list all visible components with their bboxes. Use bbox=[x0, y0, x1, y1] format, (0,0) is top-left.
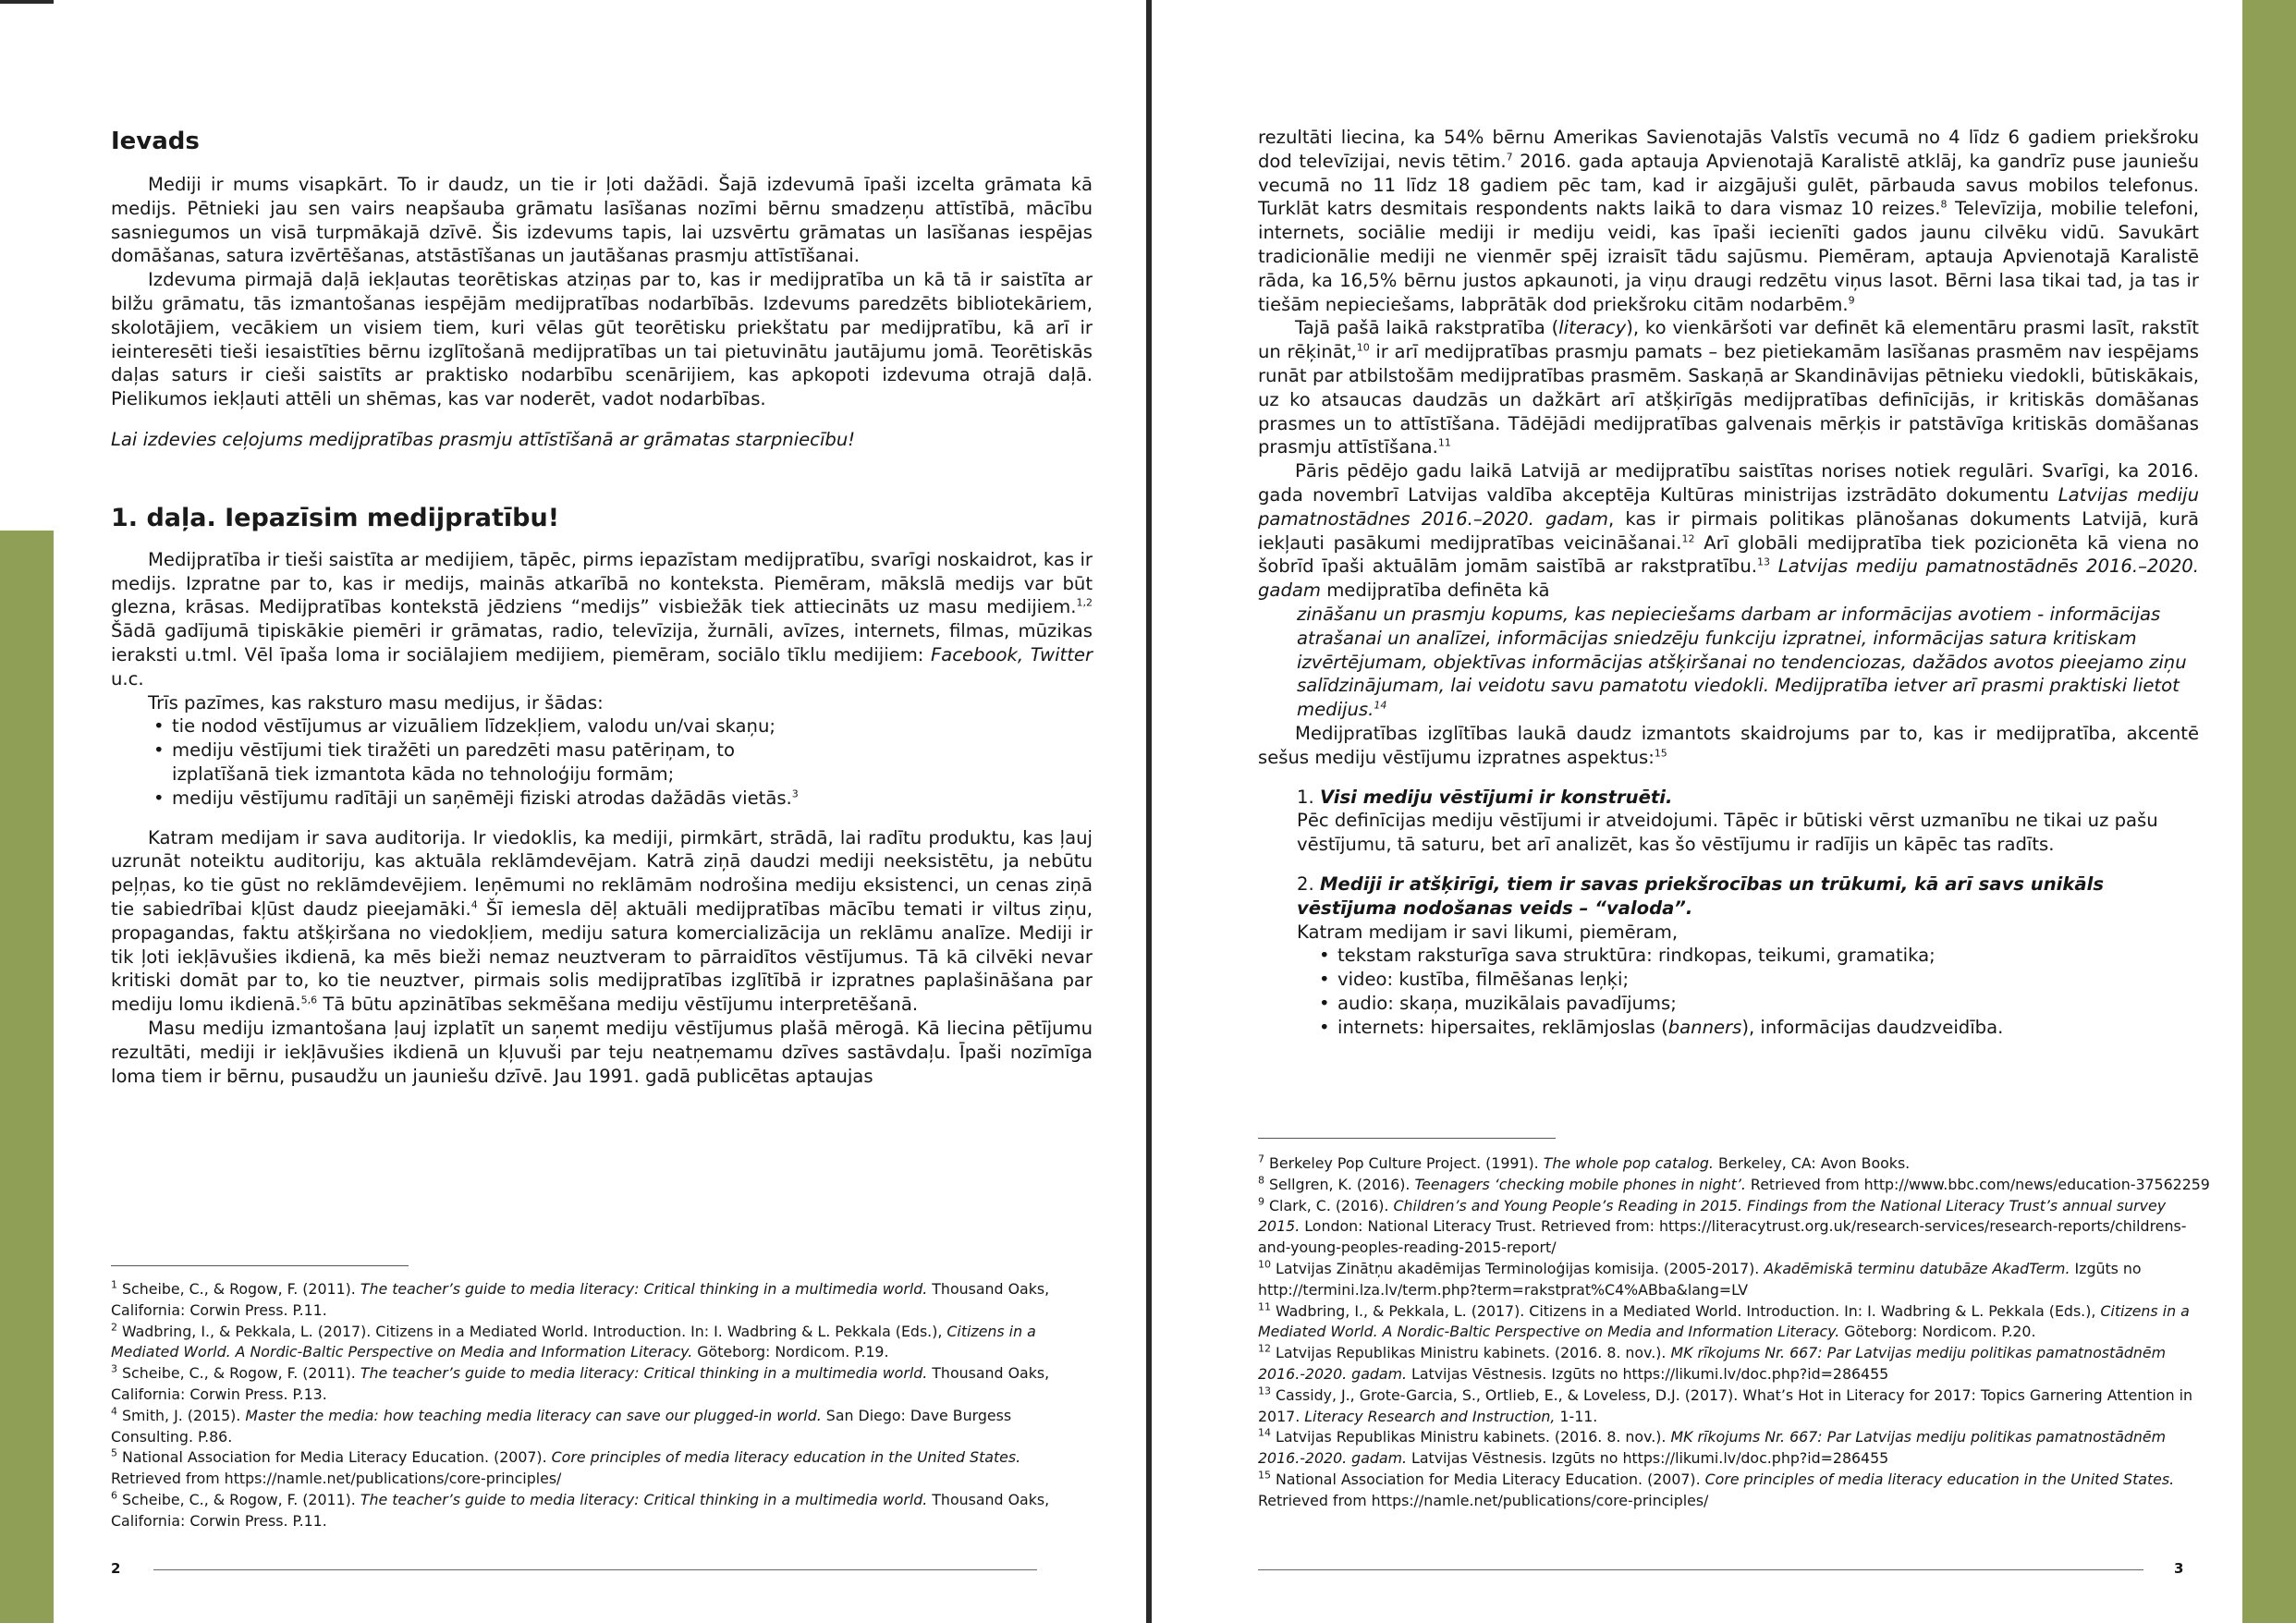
footnote: $^{12}$ Latvijas Republikas Ministru kabinets. (2016. 8. nov.). MK rīkojums Nr. 667: Par Latvijas mediju politikas pamatnostādnēm 2016.-2020. gadam. Latvijas Vēstnesis. Izgūts no https://likumi.lv/doc.php?id=286455 bbox=[1258, 1342, 2167, 1383]
list-item: • internets: hipersaites, reklāmjoslas (banners), informācijas daudzveidība. bbox=[1337, 1016, 2199, 1040]
left-page bbox=[54, 0, 1146, 1623]
aspect-2-title: 2. Mediji ir atšķirīgi, tiem ir savas priekšrocības un trūkumi, kā arī savs unikāls vēstījuma nodošanas veids – “valoda”. bbox=[1297, 873, 2105, 919]
footnote: $^9$ Clark, C. (2016). Children’s and Young People’s Reading in 2015. Findings from the National Literacy Trust’s annual survey 2015. London: National Literacy Trust. Retrieved from: https://literacytrust.org.uk/research-services/research-reports/childrens-and-young-peoples-reading-2015-report/ bbox=[1258, 1195, 2187, 1257]
left-footnotes bbox=[111, 1279, 1093, 1532]
part1-paragraph-1: Medijpratība ir tieši saistīta ar medijiem, tāpēc, pirms iepazīstam medijpratību, svarīgi noskaidrot, kas ir medijs. Izpratne par to, kas ir medijs, mainās atkarībā no konteksta. Piemēram, mākslā medijs var būt glezna, krāsas. Medijpratības kontekstā jēdziens “medijs” visbiežāk tiek attiecināts uz masu medijiem.$^{1,2}$ Šādā gadījumā tipiskākie piemēri ir grāmatas, radio, televīzija, žurnāli, avīzes, internets, filmas, mūzikas ieraksti u.tml. Vēl īpaša loma ir sociālajiem medijiem, piemēram, sociālo tīklu medijiem: Facebook, Twitter u.c. bbox=[111, 548, 1093, 689]
footer-rule bbox=[1258, 1569, 2143, 1570]
right-footnotes bbox=[1258, 1153, 2210, 1512]
aspect-1-text: Pēc definīcijas mediju vēstījumi ir atveidojumi. Tāpēc ir būtiski vērst uzmanību ne tikai uz pašu vēstījumu, tā saturu, bet arī analizēt, kas šo vēstījumu ir radījis un kāpēc tas radīts. bbox=[1297, 810, 2158, 856]
list-item: • video: kustība, filmēšanas leņķi; bbox=[1337, 968, 2199, 992]
aspect-2-text: Katram medijam ir savi likumi, piemēram, bbox=[1297, 921, 1679, 943]
footnote: $^{14}$ Latvijas Republikas Ministru kabinets. (2016. 8. nov.). MK rīkojums Nr. 667: Par Latvijas mediju politikas pamatnostādnēm 2016.-2020. gadam. Latvijas Vēstnesis. Izgūts no https://likumi.lv/doc.php?id=286455 bbox=[1258, 1427, 2167, 1468]
footnote: $^8$ Sellgren, K. (2016). Teenagers ‘checking mobile phones in night’. Retrieved from http://www.bbc.com/news/education-37562259 bbox=[1258, 1174, 2210, 1193]
footnote: $^2$ Wadbring, I., & Pekkala, L. (2017). Citizens in a Mediated World. Introduction. In: I. Wadbring & L. Pekkala (Eds.), Citizens in a Mediated World. A Nordic-Baltic Perspective on Media and Information Literacy. Göteborg: Nordicom. P.19. bbox=[111, 1321, 1036, 1361]
footnote: $^1$ Scheibe, C., & Rogow, F. (2011). The teacher’s guide to media literacy: Critical thinking in a multimedia world. Thousand Oaks, California: Corwin Press. P.11. bbox=[111, 1278, 1050, 1319]
footnote: $^{11}$ Wadbring, I., & Pekkala, L. (2017). Citizens in a Mediated World. Introduction. In: I. Wadbring & L. Pekkala (Eds.), Citizens in a Mediated World. A Nordic-Baltic Perspective on Media and Information Literacy. Göteborg: Nordicom. P.20. bbox=[1258, 1300, 2190, 1341]
footnote: $^7$ Berkeley Pop Culture Project. (1991). The whole pop catalog. Berkeley, CA: Avon Books. bbox=[1258, 1153, 1911, 1172]
part1-paragraph-3: Masu mediju izmantošana ļauj izplatīt un saņemt mediju vēstījumus plašā mērogā. Kā liecina pētījumu rezultāti, mediji ir iekļāvušies ikdienā un kļuvuši par teju neatņemamu dzīves sastāvdaļu. Īpaši nozīmīga loma tiem ir bērnu, pusaudžu un jauniešu dzīvē. Jau 1991. gadā publicētas aptaujas bbox=[111, 1017, 1093, 1087]
intro-paragraph-1: Mediji ir mums visapkārt. To ir daudz, un tie ir ļoti dažādi. Šajā izdevumā īpaši izcelta grāmata kā medijs. Pētnieki jau sen vairs neapšauba grāmatu lasīšanas nozīmi bērnu smadzeņu attīstībā, mācību sasniegumos un visā turpmākajā dzīvē. Šis izdevums tapis, lai uzsvērtu grāmatas un lasīšanas iespējas domāšanas, satura izvērtēšanas, atstāstīšanas un jautāšanas prasmju attīstīšanai. bbox=[111, 174, 1093, 267]
aspect-1-title: 1. Visi mediju vēstījumi ir konstruēti. bbox=[1297, 786, 1673, 808]
left-green-band bbox=[0, 531, 54, 1623]
footer-rule bbox=[153, 1569, 1037, 1570]
page-number: 3 bbox=[2174, 1560, 2184, 1577]
right-page bbox=[1152, 0, 2242, 1623]
footnote: $^3$ Scheibe, C., & Rogow, F. (2011). The teacher’s guide to media literacy: Critical thinking in a multimedia world. Thousand Oaks, California: Corwin Press. P.13. bbox=[111, 1362, 1050, 1403]
footnote-separator bbox=[1258, 1138, 1556, 1139]
list-item: • mediju vēstījumi tiek tiražēti un paredzēti masu patēriņam, to izplatīšanā tiek izmantota kāda no tehnoloģiju formām; bbox=[172, 738, 763, 787]
left-page-body bbox=[111, 126, 1093, 1088]
right-paragraph-4: Medijpratības izglītības laukā daudz izmantots skaidrojums par to, kas ir medijpratība, akcentē sešus mediju vēstījumu izpratnes aspektus:$^{15}$ bbox=[1258, 722, 2199, 768]
page-number: 2 bbox=[111, 1560, 121, 1577]
intro-paragraph-2: Izdevuma pirmajā daļā iekļautas teorētiskas atziņas par to, kas ir medijpratība un kā tā ir saistīta ar bilžu grāmatu, tās izmantošanas iespējām medijpratības nodarbībās. Izdevums paredzēts bibliotekāriem, skolotājiem, vecākiem un visiem tiem, kuri vēlas gūt teorētisku priekštatu par medijpratību, kā arī ir ieinteresēti tieši iesaistīties bērnu izglītošanā medijpratības un tai pietuvinātu jautājumu jomā. Teorētiskās daļas saturs ir cieši saistīts ar praktisko nodarbību scenārijiem, kas apkopoti izdevuma otrajā daļā. Pielikumos iekļauti attēli un shēmas, kas var noderēt, vadot nodarbības. bbox=[111, 269, 1093, 410]
medium-rules-list bbox=[1258, 944, 2199, 1039]
list-item: • audio: skaņa, muzikālais pavadījums; bbox=[1337, 992, 2199, 1016]
part1-paragraph-2: Katram medijam ir sava auditorija. Ir viedoklis, ka mediji, pirmkārt, strādā, lai radītu produktu, kas ļauj uzrunāt noteiktu auditoriju, kas aktuāla reklāmdevējam. Katrā ziņā daudzi mediji neeksistētu, ja nebūtu peļņas, ko tie gūst no reklāmdevējiem. Ieņēmumi no reklāmām nodrošina mediju eksistenci, un cenas ziņā tie sabiedrībai kļūst daudz pieejamāki.$^4$ Šī iemesla dēļ aktuāli medijpratības mācību temati ir viltus ziņu, propagandas, faktu atšķiršana no viedokļiem, mediju satura komercializācija un reklāmu analīze. Mediji ir tik ļoti iekļāvušies ikdienā, ka mēs bieži nemaz neuztveram to pārraidītos vēstījumus. Tā kā cilvēki nevar kritiski domāt par to, ko tie neuztver, pirmais solis medijpratības izglītībā ir izpratnes paplašināšana par mediju lomu ikdienā.$^{5,6}$ Tā būtu apzinātības sekmēšana mediju vēstījumu interpretēšanā. bbox=[111, 826, 1093, 1016]
footnote: $^5$ National Association for Media Literacy Education. (2007). Core principles of media literacy education in the United States. Retrieved from https://namle.net/publications/core-principles/ bbox=[111, 1447, 1021, 1488]
right-paragraph-2: Tajā pašā laikā rakstpratība (literacy), ko vienkāršoti var definēt kā elementāru prasmi lasīt, rakstīt un rēķināt,$^{10}$ ir arī medijpratības prasmju pamats – bez pietiekamām lasīšanas prasmēm nav iespējams runāt par atbilstošām medijpratības prasmēm. Saskaņā ar Skandināvijas pētnieku viedokli, būtiskākais, uz ko atsaucas daudzās un dažkārt arī atšķirīgās medijpratības definīcijās, ir kritiskās domāšanas prasmes un to attīstīšana. Tādējādi medijpratības galvenais mērķis ir patstāvīga kritiskās domāšanas prasmju attīstīšana.$^{11}$ bbox=[1258, 317, 2199, 458]
footnote-separator bbox=[111, 1265, 409, 1266]
top-edge-shadow bbox=[0, 0, 54, 4]
footnote: $^{10}$ Latvijas Zinātņu akadēmijas Terminoloģijas komisija. (2005-2017). Akadēmiskā terminu datubāze AkadTerm. Izgūts no http://termini.lza.lv/term.php?term=rakstprat%C4%ABba&lang=LV bbox=[1258, 1258, 2142, 1299]
footnote: $^6$ Scheibe, C., & Rogow, F. (2011). The teacher’s guide to media literacy: Critical thinking in a multimedia world. Thousand Oaks, California: Corwin Press. P.11. bbox=[111, 1489, 1050, 1530]
features-list bbox=[111, 714, 1093, 810]
right-green-band bbox=[2242, 0, 2296, 1623]
definition-quote: zināšanu un prasmju kopums, kas nepieciešams darbam ar informācijas avotiem - informācijas atrašanai un analīzei, informācijas sniedzēju funkciju izpratnei, informācijas satura kritiskam izvērtējumam, objektīvas informācijas atšķiršanai no tendenciozas, dažādos avotos pieejamo ziņu salīdzinājumam, lai veidotu savu pamatotu viedokli. Medijpratība ietver arī prasmi praktiski lietot medijus.$^{14}$ bbox=[1297, 603, 2187, 721]
list-item: • tekstam raksturīga sava struktūra: rindkopas, teikumi, gramatika; bbox=[1337, 944, 2199, 968]
features-intro: Trīs pazīmes, kas raksturo masu medijus, ir šādas: bbox=[148, 691, 604, 714]
right-paragraph-3: Pāris pēdējo gadu laikā Latvijā ar medijpratību saistītas norises notiek regulāri. Svarīgi, ka 2016. gada novembrī Latvijas valdība akceptēja Kultūras ministrijas izstrādāto dokumentu Latvijas mediju pamatnostādnes 2016.–2020. gadam, kas ir pirmais politikas plānošanas dokuments Latvijā, kurā iekļauti pasākumi medijpratības veicināšanai.$^{12}$ Arī globāli medijpratība tiek pozicionēta kā viena no šobrīd īpaši aktuālām jomām saistībā ar rakstpratību.$^{13}$ Latvijas mediju pamatnostādnēs 2016.–2020. gadam medijpratība definēta kā bbox=[1258, 460, 2199, 602]
list-item: • mediju vēstījumu radītāji un saņēmēji fiziski atrodas dažādās vietās.$^3$ bbox=[172, 787, 1093, 811]
list-item: • tie nodod vēstījumus ar vizuāliem līdzekļiem, valodu un/vai skaņu; bbox=[172, 714, 1093, 738]
right-paragraph-1: rezultāti liecina, ka 54% bērnu Amerikas Savienotajās Valstīs vecumā no 4 līdz 6 gadiem priekšroku dod televīzijai, nevis tētim.$^7$ 2016. gada aptauja Apvienotajā Karalistē atklāj, ka gandrīz puse jauniešu vecumā no 11 līdz 18 gadiem pēc tam, kad ir aizgājuši gulēt, pārbauda savus mobilos telefonus. Turklāt katrs desmitais respondents nakts laikā to dara vismaz 10 reizes.$^8$ Televīzija, mobilie telefoni, internets, sociālie mediji ir mediju veidi, kas īpaši iecienīti gados jaunu cilvēku vidū. Savukārt tradicionālie mediji ne vienmēr spēj izraisīt tādu sajūsmu. Piemēram, aptauja Apvienotajā Karalistē rāda, ka 16,5% bērnu justos apkaunoti, ja viņu draugi redzētu viņus lasot. Bērni lasa tikai tad, ja tas ir tiešām nepieciešams, labprātāk dod priekšroku citām nodarbēm.$^9$ bbox=[1258, 127, 2199, 315]
intro-heading: Ievads bbox=[111, 128, 200, 155]
right-page-body bbox=[1258, 126, 2199, 1039]
footnote: $^{13}$ Cassidy, J., Grote-Garcia, S., Ortlieb, E., & Loveless, D.J. (2017). What’s Hot in Literacy for 2017: Topics Garnering Attention in 2017. Literacy Research and Instruction, 1-11. bbox=[1258, 1385, 2193, 1425]
intro-closing: Lai izdevies ceļojums medijpratības prasmju attīstīšanā ar grāmatas starpniecību! bbox=[111, 428, 856, 450]
part-1-heading: 1. daļa. Iepazīsim medijpratību! bbox=[111, 503, 560, 532]
footnote: $^4$ Smith, J. (2015). Master the media: how teaching media literacy can save our plugged-in world. San Diego: Dave Burgess Consulting. P.86. bbox=[111, 1405, 1012, 1446]
footnote: $^{15}$ National Association for Media Literacy Education. (2007). Core principles of media literacy education in the United States. Retrieved from https://namle.net/publications/core-principles/ bbox=[1258, 1469, 2175, 1509]
